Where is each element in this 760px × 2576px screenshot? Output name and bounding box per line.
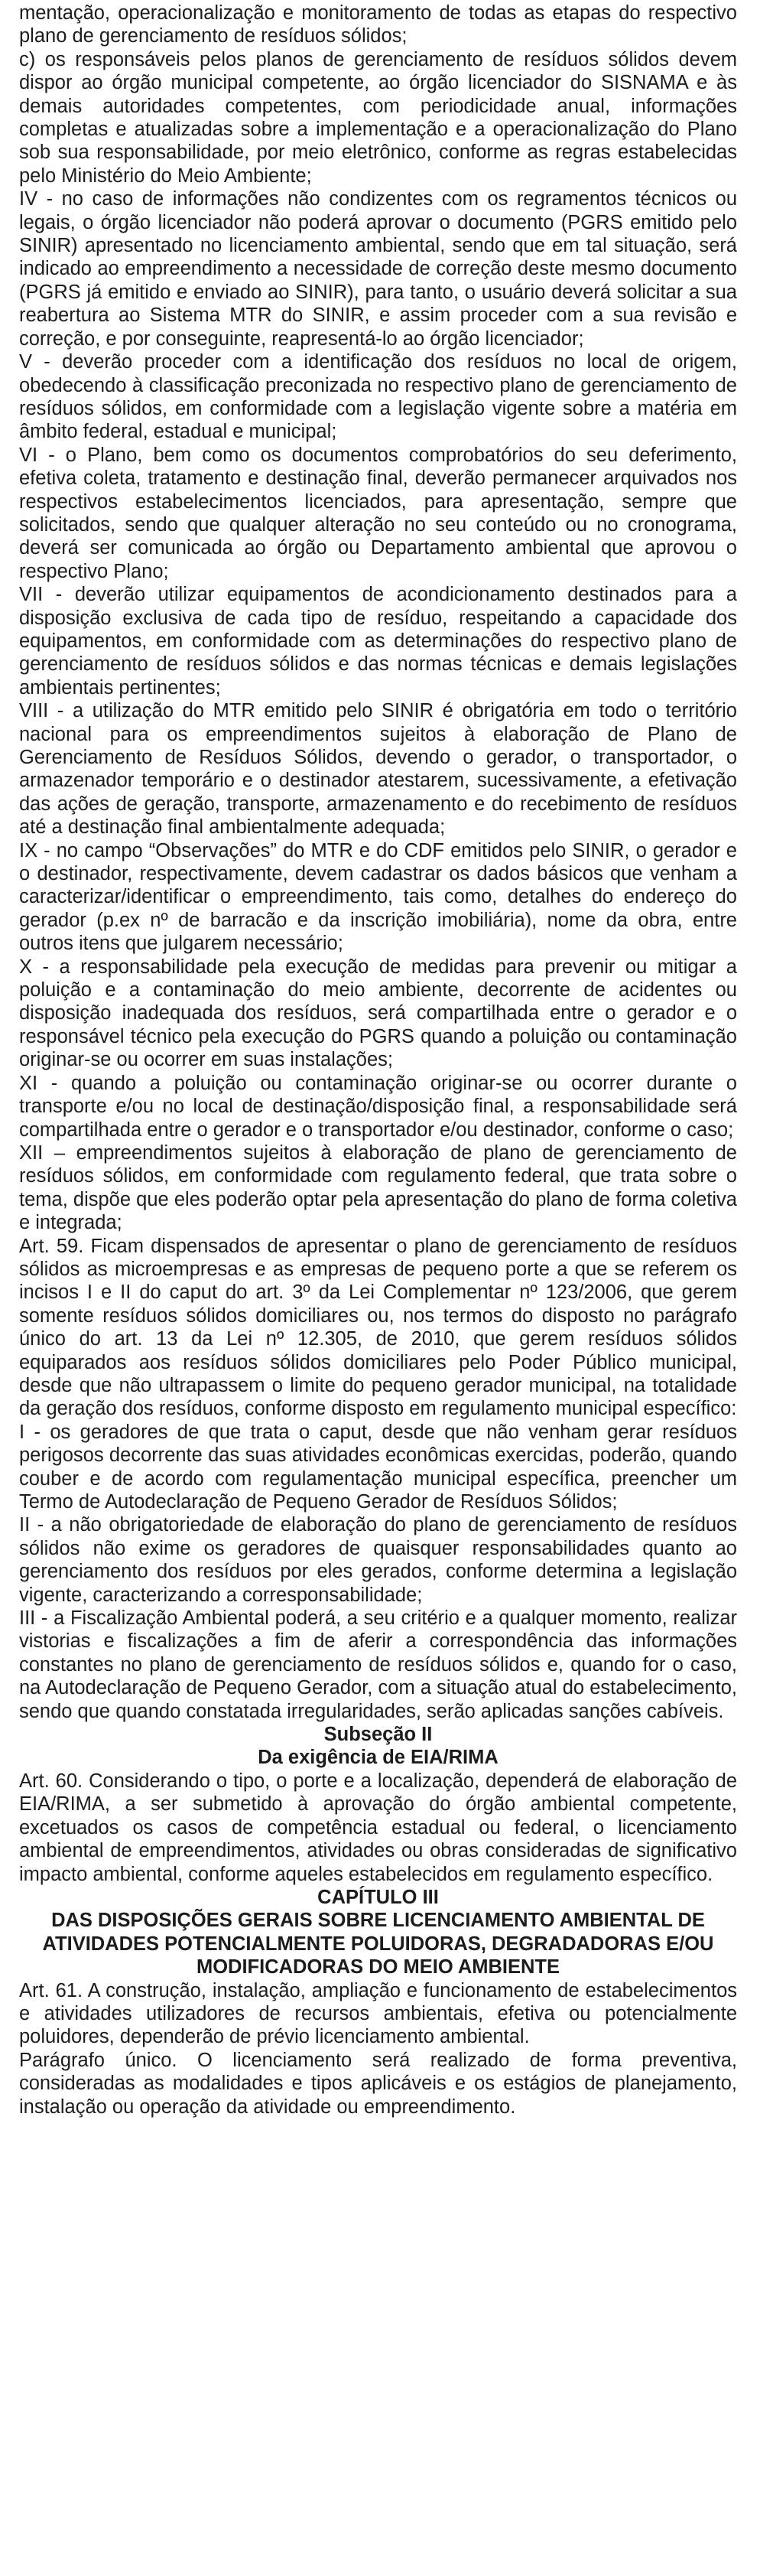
paragraph-art-59-item-i: I - os geradores de que trata o caput, desde que não venham gerar resíduos perigosos decorrente das suas atividades econômicas exercidas, poderão, quando couber e de acordo com regulamentação municipal específica, preencher um Termo de Autodeclaração de Pequeno Gerador de Resíduos Sólidos; <box>19 1421 737 1513</box>
paragraph-art-60: Art. 60. Considerando o tipo, o porte e a localização, dependerá de elaboração de EIA/RIMA, a ser submetido à aprovação do órgão ambiental competente, excetuados os casos de competência estadual ou federal, o licenciamento ambiental de empreendimentos, atividades ou obras consideradas de significativo impacto ambiental, conforme aqueles estabelecidos em regulamento específico. <box>19 1770 737 1885</box>
paragraph-continuation: mentação, operacionalização e monitoramento de todas as etapas do respectivo plano de gerenciamento de resíduos sólidos; <box>19 2 737 47</box>
paragraph-item-viii: VIII - a utilização do MTR emitido pelo SINIR é obrigatória em todo o território nacional para os empreendimentos sujeitos à elaboração de Plano de Gerenciamento de Resíduos Sólidos, devendo o gerador, o transportador, o armazenador temporário e o destinador atestarem, sucessivamente, a efetivação das ações de geração, transporte, armazenamento e do recebimento de resíduos até a destinação final ambientalmente adequada; <box>19 700 737 839</box>
paragraph-item-x: X - a responsabilidade pela execução de medidas para prevenir ou mitigar a poluição e a contaminação do meio ambiente, decorrente de acidentes ou disposição inadequada dos resíduos, será compartilhada entre o gerador e o responsável técnico pela execução do PGRS quando a poluição ou contaminação originar-se ou ocorrer em suas instalações; <box>19 956 737 1071</box>
paragraph-item-vi: VI - o Plano, bem como os documentos comprobatórios do seu deferimento, efetiva coleta, tratamento e destinação final, deverão permanecer arquivados nos respectivos estabelecimentos licenciados, para apresentação, sempre que solicitados, sendo que qualquer alteração no seu conteúdo ou no cronograma, deverá ser comunicada ao órgão ou Departamento ambiental que aprovou o respectivo Plano; <box>19 444 737 582</box>
subsection-heading: Subseção II <box>323 1724 433 1746</box>
paragraph-item-iv: IV - no caso de informações não condizentes com os regramentos técnicos ou legais, o órgão licenciador não poderá aprovar o documento (PGRS emitido pelo SINIR) apresentado no licenciamento ambiental, sendo que em tal situação, será indicado ao empreendimento a necessidade de correção deste mesmo documento (PGRS já emitido e enviado ao SINIR), para tanto, o usuário deverá solicitar a sua reabertura ao Sistema MTR do SINIR, e assim proceder com a sua revisão e correção, e por conseguinte, reapresentá-lo ao órgão licenciador; <box>19 188 737 350</box>
paragraph-item-v: V - deverão proceder com a identificação dos resíduos no local de origem, obedecendo à classificação preconizada no respectivo plano de gerenciamento de resíduos sólidos, em conformidade com a legislação vigente sobre a matéria em âmbito federal, estadual e municipal; <box>19 351 737 443</box>
paragraph-art-59: Art. 59. Ficam dispensados de apresentar o plano de gerenciamento de resíduos sólidos as microempresas e as empresas de pequeno porte a que se referem os incisos I e II do caput do art. 3º da Lei Complementar nº 123/2006, que gerem somente resíduos sólidos domiciliares ou, nos termos do disposto no parágrafo único do art. 13 da Lei nº 12.305, de 2010, que gerem resíduos sólidos equiparados aos resíduos sólidos domiciliares pelo Poder Público municipal, desde que não ultrapassem o limite do pequeno gerador municipal, na totalidade da geração dos resíduos, conforme disposto em regulamento municipal específico: <box>19 1235 737 1420</box>
paragraph-item-ix: IX - no campo “Observações” do MTR e do CDF emitidos pelo SINIR, o gerador e o destinador, respectivamente, devem cadastrar os dados básicos que venham a caracterizar/identificar o empreendimento, tais como, detalhes do endereço do gerador (p.ex nº de barracão e da inscrição imobiliária), nome da obra, entre outros itens que julgarem necessário; <box>19 839 737 955</box>
paragraph-art-61: Art. 61. A construção, instalação, ampliação e funcionamento de estabelecimentos e atividades utilizadores de recursos ambientais, efetiva ou potencialmente poluidores, dependerão de prévio licenciamento ambiental. <box>19 1979 737 2048</box>
paragraph-art-59-item-ii: II - a não obrigatoriedade de elaboração do plano de gerenciamento de resíduos sólidos não exime os geradores de quaisquer responsabilidades quanto ao gerenciamento dos resíduos por eles gerados, conforme determina a legislação vigente, caracterizando a corresponsabilidade; <box>19 1514 737 1606</box>
paragraph-item-xii: XII – empreendimentos sujeitos à elaboração de plano de gerenciamento de resíduos sólidos, em conformidade com regulamento federal, que trata sobre o tema, dispõe que eles poderão optar pela apresentação do plano de forma coletiva e integrada; <box>19 1141 737 1234</box>
subsection-title: Da exigência de EIA/RIMA <box>258 1747 499 1769</box>
chapter-heading: CAPÍTULO III <box>317 1886 439 1908</box>
paragraph-item-c: c) os responsáveis pelos planos de gerenciamento de resíduos sólidos devem dispor ao órgão municipal competente, ao órgão licenciador do SISNAMA e às demais autoridades competentes, com periodicidade anual, informações completas e atualizadas sobre a implementação e a operacionalização do Plano sob sua responsabilidade, por meio eletrônico, conforme as regras estabelecidas pelo Ministério do Meio Ambiente; <box>19 48 737 187</box>
paragraph-art-59-item-iii: III - a Fiscalização Ambiental poderá, a seu critério e a qualquer momento, realizar vistorias e fiscalizações a fim de aferir a correspondência das informações constantes no plano de gerenciamento de resíduos sólidos e, quando for o caso, na Autodeclaração de Pequeno Gerador, com a situação atual do estabelecimento, sendo que quando constatada irregularidades, serão aplicadas sanções cabíveis. <box>19 1607 737 1722</box>
paragraph-item-xi: XI - quando a poluição ou contaminação originar-se ou ocorrer durante o transporte e/ou no local de destinação/disposição final, a responsabilidade será compartilhada entre o gerador e o transportador e/ou destinador, conforme o caso; <box>19 1072 737 1141</box>
chapter-title: DAS DISPOSIÇÕES GERAIS SOBRE LICENCIAMENTO AMBIENTAL DE ATIVIDADES POTENCIALMENTE POLUIDORAS, DEGRADADORAS E/OU MODIFICADORAS DO MEIO AMBIENTE <box>42 1910 714 1978</box>
paragraph-single: Parágrafo único. O licenciamento será realizado de forma preventiva, consideradas as modalidades e tipos aplicáveis e os estágios de planejamento, instalação ou operação da atividade ou empreendimento. <box>19 2049 737 2118</box>
paragraph-item-vii: VII - deverão utilizar equipamentos de acondicionamento destinados para a disposição exclusiva de cada tipo de resíduo, respeitando a capacidade dos equipamentos, em conformidade com as determinações do respectivo plano de gerenciamento de resíduos sólidos e das normas técnicas e demais legislações ambientais pertinentes; <box>19 584 737 699</box>
